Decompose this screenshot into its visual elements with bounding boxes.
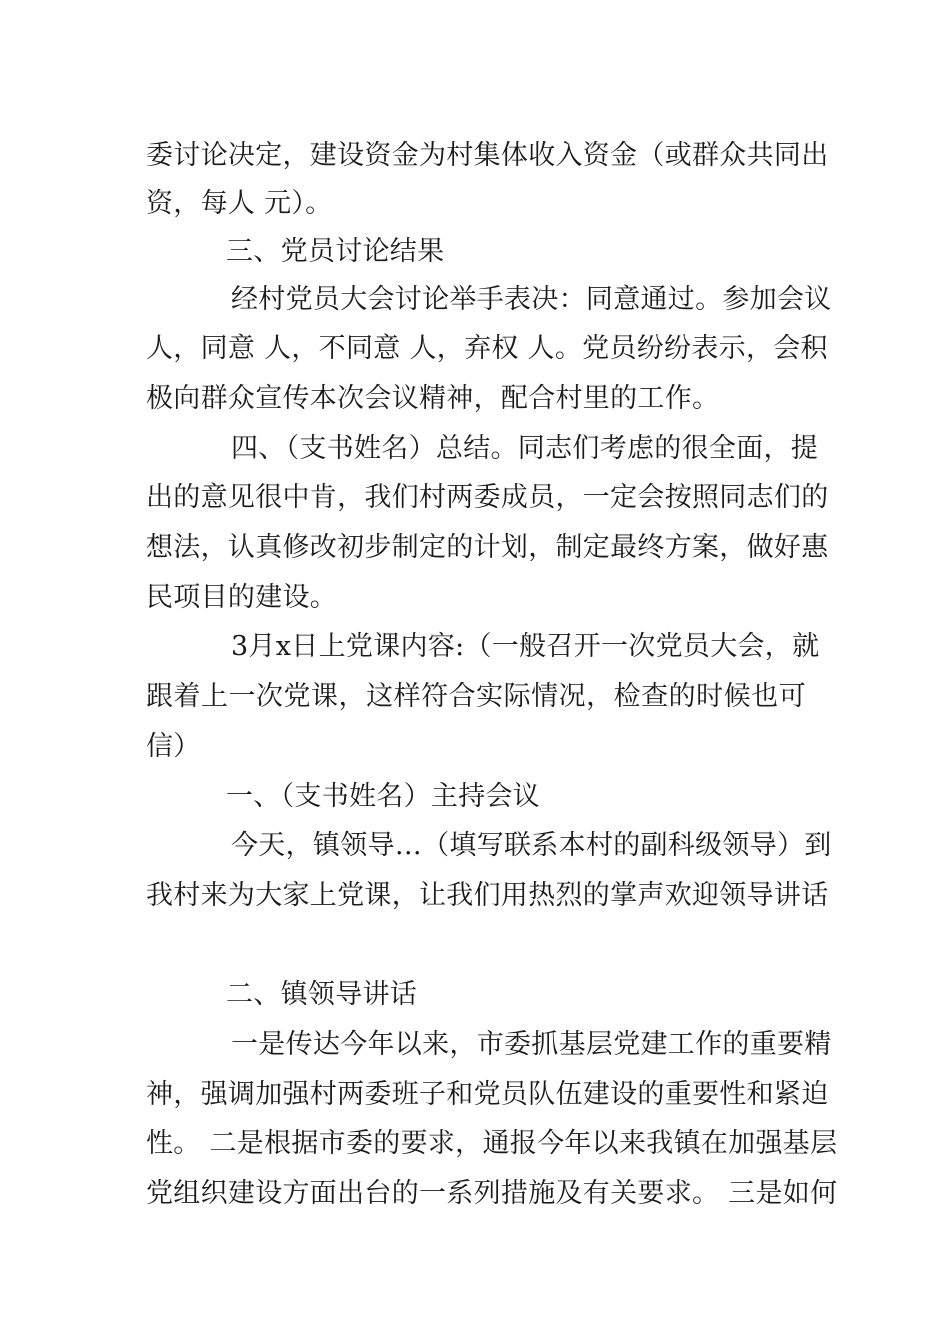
text-line: 性。 二是根据市委的要求，通报今年以来我镇在加强基层 <box>146 1128 838 1159</box>
text-line: 信） <box>146 731 201 762</box>
section-heading: 一、（支书姓名）主持会议 <box>226 781 541 812</box>
text-line: 极向群众宣传本次会议精神，配合村里的工作。 <box>146 383 720 414</box>
text-line: 神，强调加强村两委班子和党员队伍建设的重要性和紧迫 <box>146 1079 829 1110</box>
section-heading: 三、党员讨论结果 <box>226 236 445 267</box>
text-line: 党组织建设方面出台的一系列措施及有关要求。 三是如何 <box>146 1178 838 1209</box>
section-heading: 二、镇领导讲话 <box>226 979 418 1010</box>
text-line: 一是传达今年以来，市委抓基层党建工作的重要精 <box>231 1029 832 1060</box>
text-line: 今天，镇领导…（填写联系本村的副科级领导）到 <box>231 830 832 861</box>
text-line: 想法，认真修改初步制定的计划，制定最终方案，做好惠 <box>146 532 829 563</box>
text-line: 资，每人 元）。 <box>146 188 333 219</box>
text-line: 委讨论决定，建设资金为村集体收入资金（或群众共同出 <box>146 140 829 171</box>
text-line: 跟着上一次党课，这样符合实际情况，检查的时候也可 <box>146 681 806 712</box>
text-line: 人，同意 人，不同意 人，弃权 人。党员纷纷表示，会积 <box>146 333 828 364</box>
text-line: 出的意见很中肯，我们村两委成员，一定会按照同志们的 <box>146 482 829 513</box>
text-line: 经村党员大会讨论举手表决：同意通过。参加会议 <box>231 284 832 315</box>
text-line: 3月x日上党课内容:（一般召开一次党员大会，就 <box>231 631 820 662</box>
section-heading: 四、（支书姓名）总结。同志们考虑的很全面，提 <box>231 433 819 464</box>
text-line: 我村来为大家上党课，让我们用热烈的掌声欢迎领导讲话 <box>146 880 829 911</box>
text-line: 民项目的建设。 <box>146 582 338 613</box>
